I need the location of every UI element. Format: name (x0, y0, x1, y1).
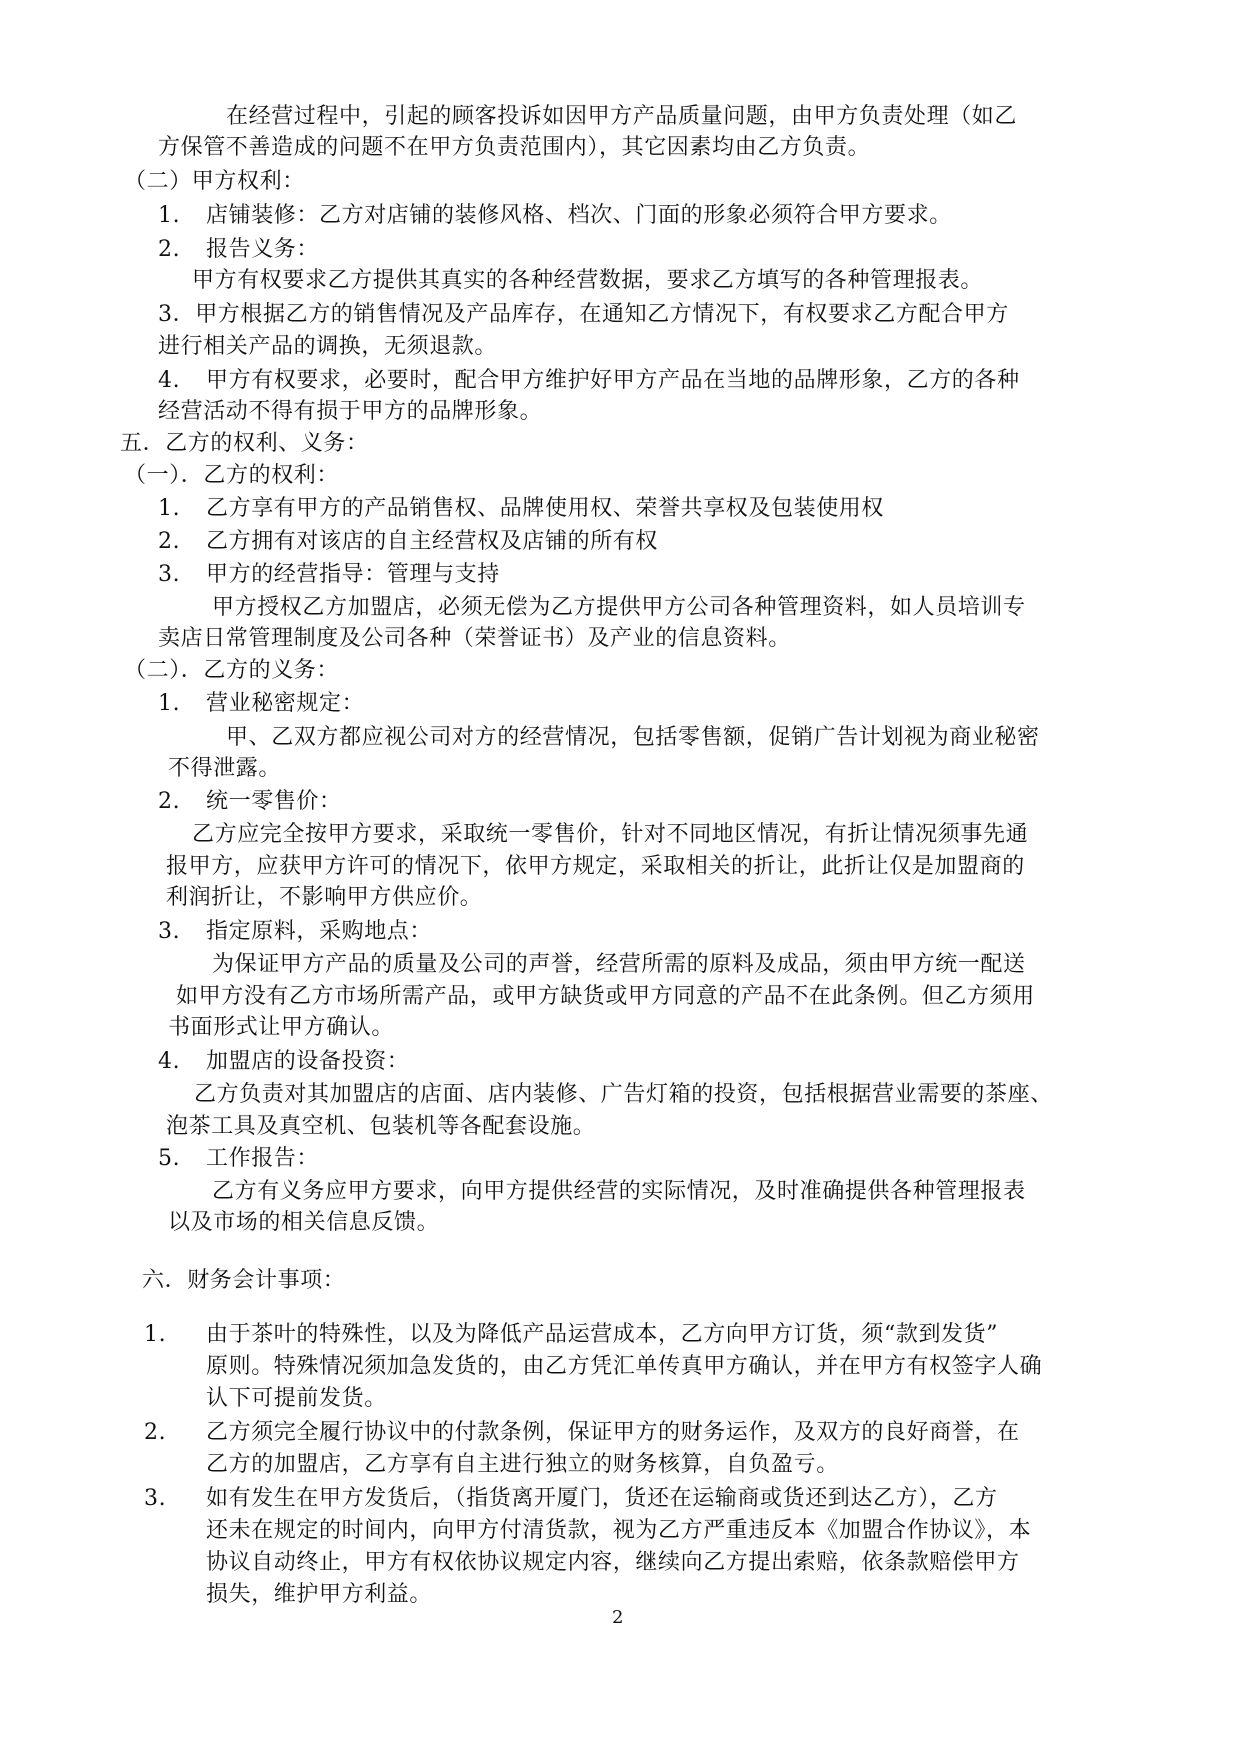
duty-3-line-3: 书面形式让甲方确认。 (168, 1015, 395, 1040)
finance-1-line-3: 认下可提前发货。 (206, 1386, 387, 1411)
party-b-rights-heading: （一）．乙方的权利： (124, 463, 340, 488)
item-number: 5. (158, 1146, 181, 1171)
item-number: 4. (158, 1049, 181, 1074)
party-b-right-3: 甲方的经营指导：管理与支持 (206, 562, 500, 587)
guidance-line-1: 甲方授权乙方加盟店，必须无偿为乙方提供甲方公司各种管理资料，如人员培训专 (212, 595, 1026, 620)
item-number: 1. (158, 691, 181, 716)
item-number: 3. (158, 919, 181, 944)
duty-2-line-3: 利润折让，不影响甲方供应价。 (166, 885, 483, 910)
section-6-heading: 六．财务会计事项： (142, 1268, 346, 1293)
duty-2-line-2: 报甲方，应获甲方许可的情况下，依甲方规定，采取相关的折让，此折让仅是加盟商的 (166, 854, 1025, 879)
party-b-right-1: 乙方享有甲方的产品销售权、品牌使用权、荣誉共享权及包装使用权 (206, 496, 885, 521)
item-number: 3. (144, 1486, 167, 1511)
finance-3-line-1: 如有发生在甲方发货后，（指货离开厦门，货还在运输商或货还到达乙方），乙方 (206, 1486, 998, 1511)
item-number: 3. (158, 562, 181, 587)
party-a-right-4-line-1: 甲方有权要求，必要时，配合甲方维护好甲方产品在当地的品牌形象，乙方的各种 (206, 368, 1020, 393)
finance-3-line-4: 损失，维护甲方利益。 (206, 1582, 433, 1607)
party-b-duties-heading: （二）．乙方的义务： (124, 658, 340, 683)
party-a-right-1: 店铺装修：乙方对店铺的装修风格、档次、门面的形象必须符合甲方要求。 (206, 203, 952, 228)
item-number: 2. (144, 1420, 167, 1445)
duty-2-title: 统一零售价： (206, 789, 342, 814)
party-b-right-2: 乙方拥有对该店的自主经营权及店铺的所有权 (206, 529, 659, 554)
duty-4-line-2: 泡茶工具及真空机、包装机等各配套设施。 (166, 1114, 596, 1139)
party-a-right-3-line-2: 进行相关产品的调换，无须退款。 (158, 334, 498, 359)
party-a-right-2: 报告义务： (206, 237, 320, 262)
duty-3-line-1: 为保证甲方产品的质量及公司的声誉，经营所需的原料及成品，须由甲方统一配送 (212, 952, 1026, 977)
duty-5-line-1: 乙方有义务应甲方要求，向甲方提供经营的实际情况，及时准确提供各种管理报表 (212, 1179, 1026, 1204)
item-number: 4. (158, 368, 181, 393)
item-number: 2. (158, 789, 181, 814)
party-a-rights-heading: （二）甲方权利： (124, 169, 305, 194)
intro-line-1: 在经营过程中，引起的顾客投诉如因甲方产品质量问题，由甲方负责处理（如乙 (226, 104, 1018, 129)
finance-3-line-3: 协议自动终止，甲方有权依协议规定内容，继续向乙方提出索赔，依条款赔偿甲方 (206, 1550, 1020, 1575)
item-number: 2. (158, 529, 181, 554)
duty-1-title: 营业秘密规定： (206, 691, 365, 716)
duty-5-line-2: 以及市场的相关信息反馈。 (168, 1210, 440, 1235)
duty-3-line-2: 如甲方没有乙方市场所需产品，或甲方缺货或甲方同意的产品不在此条例。但乙方须用 (176, 984, 1035, 1009)
item-number: 1. (158, 496, 181, 521)
report-body: 甲方有权要求乙方提供其真实的各种经营数据，要求乙方填写的各种管理报表。 (192, 268, 984, 293)
guidance-line-2: 卖店日常管理制度及公司各种（荣誉证书）及产业的信息资料。 (158, 626, 791, 651)
duty-1-line-2: 不得泄露。 (168, 756, 282, 781)
page-number: 2 (612, 1607, 625, 1628)
duty-4-line-1: 乙方负责对其加盟店的店面、店内装修、广告灯箱的投资，包括根据营业需要的茶座、 (194, 1082, 1053, 1107)
duty-2-line-1: 乙方应完全按甲方要求，采取统一零售价，针对不同地区情况，有折让情况须事先通 (192, 822, 1029, 847)
duty-4-title: 加盟店的设备投资： (206, 1049, 410, 1074)
finance-1-line-1: 由于茶叶的特殊性，以及为降低产品运营成本，乙方向甲方订货，须“款到发货” (206, 1322, 999, 1347)
item-number: 1. (144, 1322, 167, 1347)
party-a-right-3-line-1: 3．甲方根据乙方的销售情况及产品库存，在通知乙方情况下，有权要求乙方配合甲方 (158, 302, 1009, 327)
party-a-right-4-line-2: 经营活动不得有损于甲方的品牌形象。 (158, 399, 543, 424)
section-5-heading: 五．乙方的权利、义务： (120, 431, 369, 456)
duty-3-title: 指定原料，采购地点： (206, 919, 433, 944)
finance-2-line-1: 乙方须完全履行协议中的付款条例，保证甲方的财务运作，及双方的良好商誉，在 (206, 1420, 1020, 1445)
item-number: 1. (158, 203, 181, 228)
duty-1-line-1: 甲、乙双方都应视公司对方的经营情况，包括零售额，促销广告计划视为商业秘密 (226, 725, 1040, 750)
intro-line-2: 方保管不善造成的问题不在甲方负责范围内），其它因素均由乙方负责。 (158, 135, 871, 160)
duty-5-title: 工作报告： (206, 1146, 320, 1171)
finance-1-line-2: 原则。特殊情况须加急发货的，由乙方凭汇单传真甲方确认，并在甲方有权签字人确 (206, 1354, 1043, 1379)
item-number: 2. (158, 237, 181, 262)
finance-3-line-2: 还未在规定的时间内，向甲方付清货款，视为乙方严重违反本《加盟合作协议》，本 (206, 1518, 1032, 1543)
finance-2-line-2: 乙方的加盟店，乙方享有自主进行独立的财务核算，自负盈亏。 (206, 1452, 839, 1477)
